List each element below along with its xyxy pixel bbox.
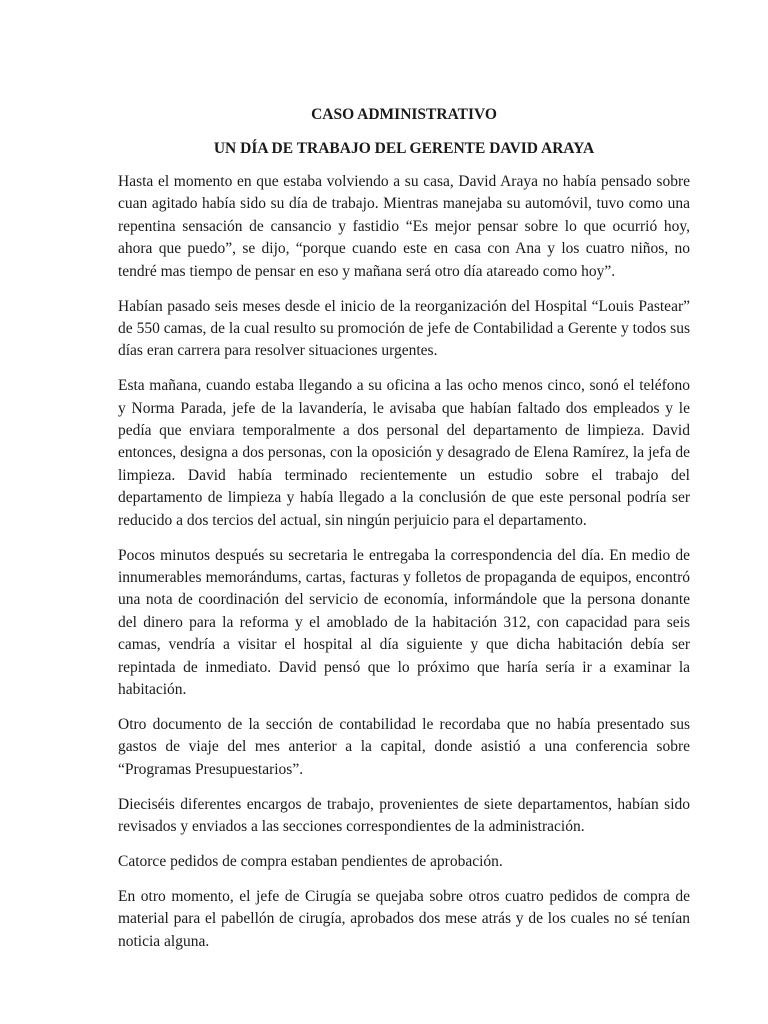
paragraph-1: Hasta el momento en que estaba volviendo a su casa, David Araya no había pensado sobre cuan agitado había sido su día de trabajo. Mientras manejaba su automóvil, tuvo como una repentina sensación de cansancio y fastidio “Es mejor pensar sobre lo que ocurrió hoy, ahora que puedo”, se dijo, “porque cuando este en casa con Ana y los cuatro niños, no tendré mas tiempo de pensar en eso y mañana será otro día atareado como hoy”. [118, 173, 690, 280]
paragraph-3: Esta mañana, cuando estaba llegando a su oficina a las ocho menos cinco, sonó el teléfono y Norma Parada, jefe de la lavandería, le avisaba que habían faltado dos empleados y le pedía que enviara temporalmente a dos personal del departamento de limpieza. David entonces, designa a dos personas, con la oposición y desagrado de Elena Ramírez, la jefa de limpieza. David había terminado recientemente un estudio sobre el trabajo del departamento de limpieza y había llegado a la conclusión de que este personal podría ser reducido a dos tercios del actual, sin ningún perjuicio para el departamento. [118, 377, 690, 529]
document-title: CASO ADMINISTRATIVO [311, 106, 497, 123]
paragraph-6: Dieciséis diferentes encargos de trabajo, provenientes de siete departamentos, habían sido revisados y enviados a las secciones correspondientes de la administración. [118, 795, 690, 836]
paragraph-8: En otro momento, el jefe de Cirugía se quejaba sobre otros cuatro pedidos de compra de material para el pabellón de cirugía, aprobados dos mese atrás y de los cuales no sé tenían noticia alguna. [118, 887, 690, 950]
paragraph-5: Otro documento de la sección de contabilidad le recordaba que no había presentado sus gastos de viaje del mes anterior a la capital, donde asistió a una conferencia sobre “Programas Presupuestarios”. [118, 715, 690, 778]
paragraph-2: Habían pasado seis meses desde el inicio de la reorganización del Hospital “Louis Pastear” de 550 camas, de la cual resulto su promoción de jefe de Contabilidad a Gerente y todos sus días eran carrera para resolver situaciones urgentes. [118, 297, 690, 360]
document-subtitle: UN DÍA DE TRABAJO DEL GERENTE DAVID ARAYA [213, 140, 595, 157]
document-body [118, 104, 690, 966]
paragraph-4: Pocos minutos después su secretaria le entregaba la correspondencia del día. En medio de innumerables memorándums, cartas, facturas y folletos de propaganda de equipos, encontró una nota de coordinación del servicio de economía, informándole que la persona donante del dinero para la reforma y el amoblado de la habitación 312, con capacidad para seis camas, vendría a visitar el hospital al día siguiente y que dicha habitación debía ser repintada de inmediato. David pensó que lo próximo que haría sería ir a examinar la habitación. [118, 546, 690, 699]
paragraph-7: Catorce pedidos de compra estaban pendientes de aprobación. [118, 852, 503, 870]
